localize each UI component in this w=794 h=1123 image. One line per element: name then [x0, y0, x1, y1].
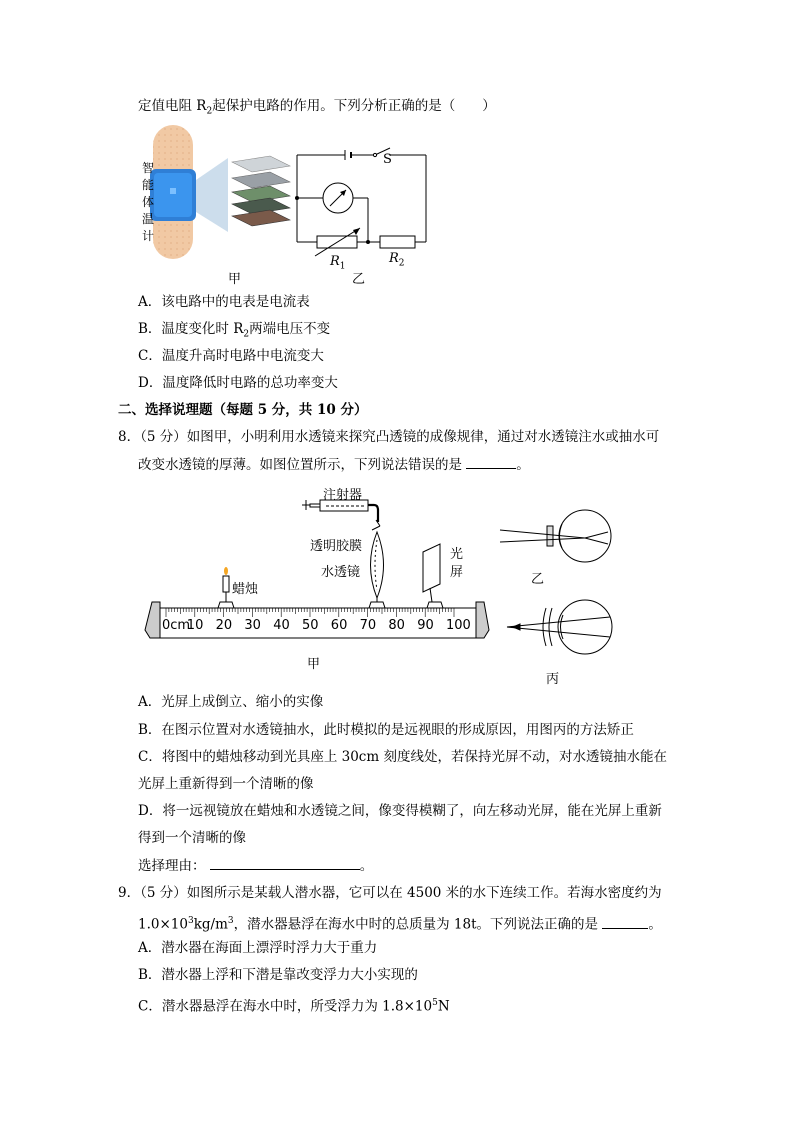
- fig7-caption-jia: 甲: [228, 272, 242, 287]
- q9-option-b[interactable]: B．潜水器上浮和下潜是靠改变浮力大小实现的: [138, 967, 418, 983]
- q9-answer-blank[interactable]: [602, 928, 648, 929]
- q7-option-a[interactable]: A．该电路中的电表是电流表: [138, 294, 310, 310]
- candle-label: 蜡烛: [232, 582, 259, 597]
- ruler-tick-label: 60: [330, 618, 348, 633]
- q7-option-b[interactable]: B．温度变化时 $R_2$两端电压不变: [138, 321, 331, 340]
- fig8-caption-bing: 丙: [546, 672, 560, 687]
- fig8-caption-jia: 甲: [307, 657, 321, 672]
- q7-option-d[interactable]: D．温度降低时电路的总功率变大: [138, 375, 338, 391]
- screen-label-1: 光: [450, 547, 464, 562]
- eye-diagram-bing: [507, 600, 612, 654]
- ruler-tick-label: 0cm: [162, 618, 191, 633]
- optical-bench-figure: [140, 480, 660, 690]
- q8-answer-blank[interactable]: [466, 468, 516, 469]
- resistor-r2: [380, 236, 415, 248]
- q8-option-d-cont: 得到一个清晰的像: [138, 830, 246, 846]
- ruler-tick-label: 100: [446, 618, 471, 633]
- eye-diagram-yi: [500, 510, 611, 562]
- ruler-tick-label: 90: [417, 618, 434, 633]
- ruler-tick-label: 70: [359, 618, 377, 633]
- device-label: 智 能 体 温 计: [142, 161, 155, 243]
- ruler-tick-label: 40: [273, 618, 290, 633]
- q7-intro: 定值电阻 $R_2$起保护电路的作用。下列分析正确的是（ ）: [138, 98, 496, 117]
- light-screen: [423, 544, 443, 608]
- q8-stem-line2: 改变水透镜的厚薄。如图位置所示，下列说法错误的是 。: [138, 457, 530, 473]
- syringe-label: 注射器: [323, 488, 363, 503]
- q9-option-c[interactable]: C．潜水器悬浮在海水中时，所受浮力为 $1.8\times 10^5N$: [138, 998, 450, 1015]
- q9-stem-line1: 9．（5 分）如图所示是某载人潜水器，它可以在 4500 米的水下连续工作。若海水密度约为: [118, 885, 662, 901]
- q8-option-d[interactable]: D．将一远视镜放在蜡烛和水透镜之间，像变得模糊了，向左移动光屏，能在光屏上重新: [138, 803, 662, 819]
- q8-option-a[interactable]: A．光屏上成倒立、缩小的实像: [138, 694, 324, 710]
- section-title: 二、选择说理题（每题 5 分，共 10 分）: [118, 402, 368, 418]
- water-lens: [369, 520, 385, 608]
- r1-label: $R_1$: [330, 254, 346, 272]
- rheostat-arrow: [315, 228, 360, 256]
- ruler-tick-label: 30: [244, 618, 261, 633]
- ruler-tick-label: 80: [388, 618, 405, 633]
- r2-label: $R_2$: [389, 251, 405, 269]
- ruler-tick-label: 50: [302, 618, 319, 633]
- membrane-label: 透明胶膜: [310, 539, 363, 554]
- ruler-tick-label: 10: [186, 618, 204, 633]
- water-lens-label: 水透镜: [321, 565, 361, 580]
- syringe: [302, 500, 378, 522]
- q8-option-b[interactable]: B．在图示位置对水透镜抽水，此时模拟的是远视眼的形成原因，用图丙的方法矫正: [138, 722, 634, 738]
- q9-stem-line2: $1.0\times 10^3kg/m^3$，潜水器悬浮在海水中时的总质量为 18t。下列说法正确的是 。: [138, 916, 662, 933]
- switch-label: S: [383, 152, 392, 167]
- q8-option-c[interactable]: C．将图中的蜡烛移动到光具座上 30cm 刻度线处，若保持光屏不动，对水透镜抽水能在: [138, 749, 667, 765]
- q8-option-c-cont: 光屏上重新得到一个清晰的像: [138, 776, 314, 792]
- q8-stem-line1: 8．（5 分）如图甲，小明利用水透镜来探究凸透镜的成像规律，通过对水透镜注水或抽水可: [118, 429, 660, 445]
- ruler-tick-label: 20: [215, 618, 233, 633]
- fig7-caption-yi: 乙: [352, 272, 366, 287]
- q9-option-a[interactable]: A．潜水器在海面上漂浮时浮力大于重力: [138, 940, 378, 956]
- circuit-diagram: [290, 140, 440, 280]
- screen-label-2: 屏: [450, 565, 464, 580]
- exploded-layers: [232, 156, 290, 226]
- fig8-caption-yi: 乙: [531, 572, 545, 587]
- q7-option-c[interactable]: C．温度升高时电路中电流变大: [138, 348, 324, 364]
- q8-reason-blank[interactable]: [210, 869, 360, 870]
- q8-reason: 选择理由： 。: [138, 858, 374, 874]
